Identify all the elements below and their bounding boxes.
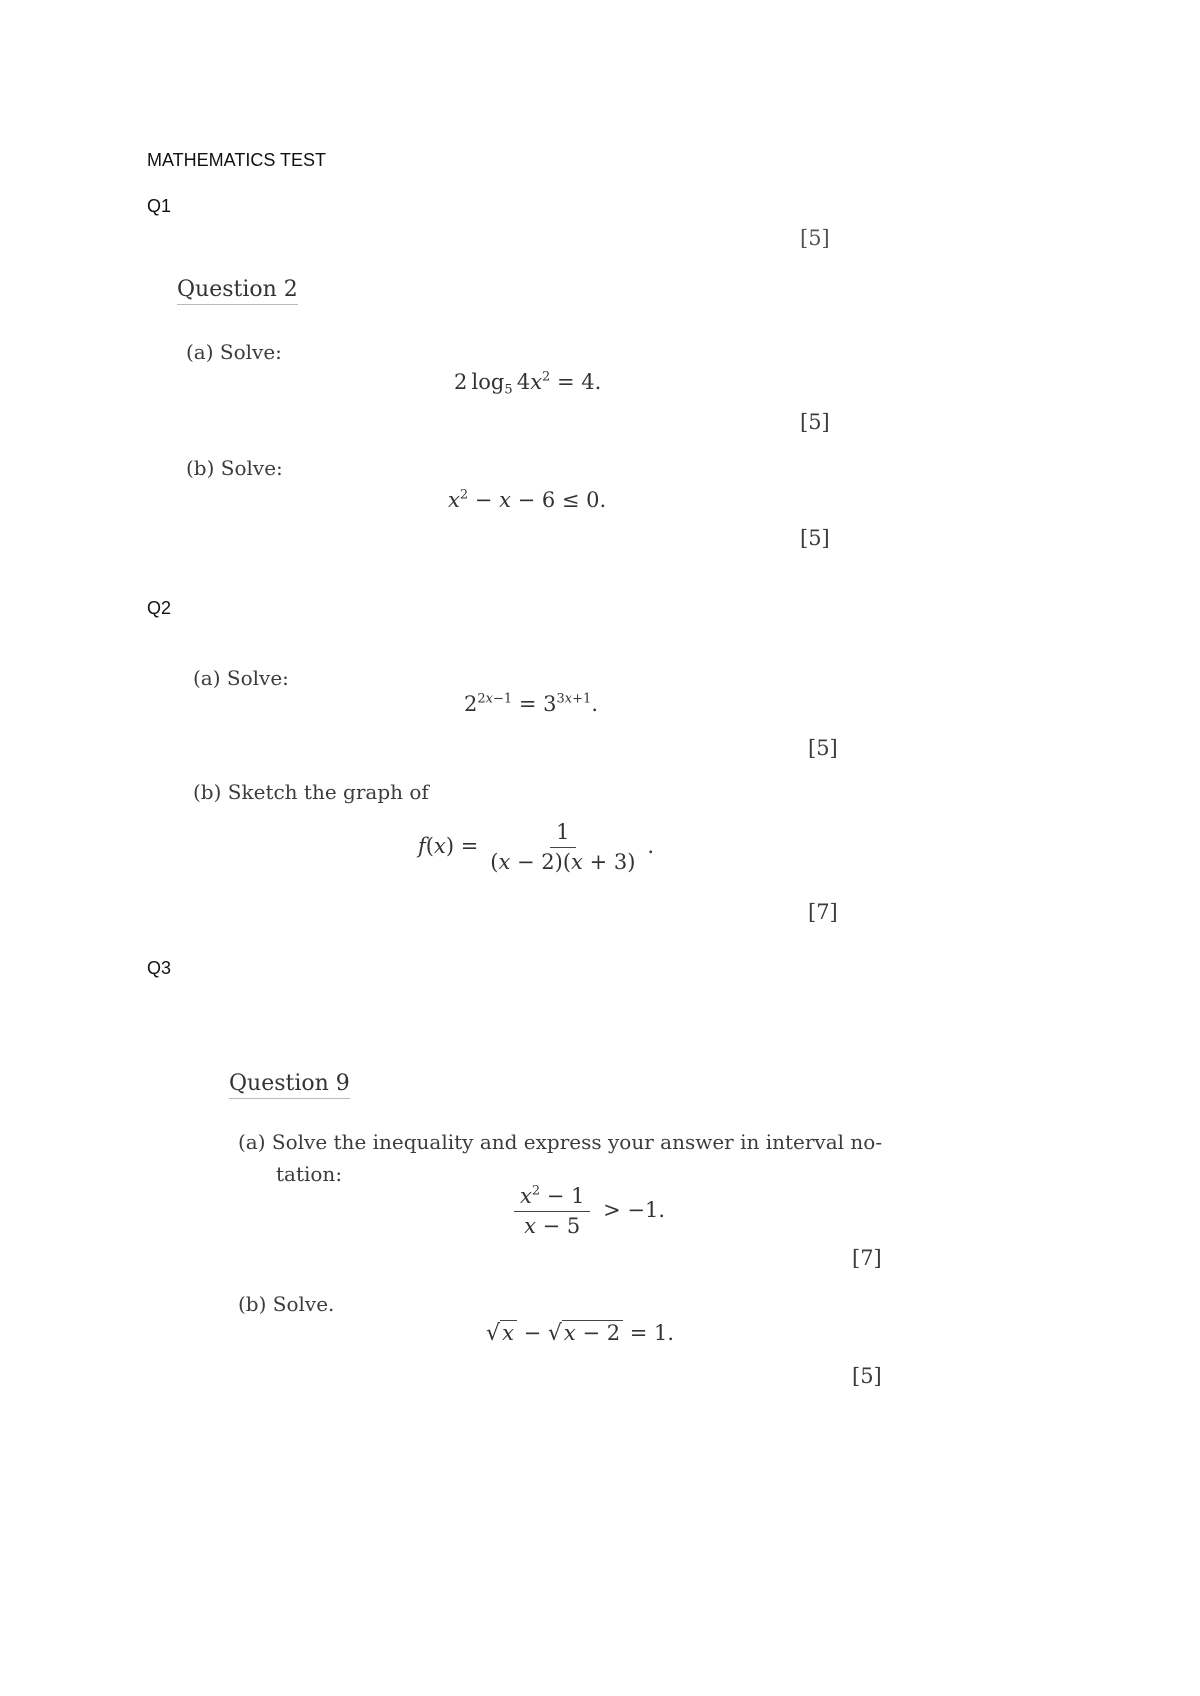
part-b-label: (b) Solve. [238, 1292, 335, 1316]
equation-radical: √ x − √ x − 2 = 1. [486, 1321, 675, 1347]
document-title: MATHEMATICS TEST [147, 150, 327, 170]
section-label-q1: Q1 [147, 196, 172, 216]
mark-q2-a: [5] [808, 736, 838, 760]
equation-log: 2 $\log_5 4x^2 = 4$. [454, 369, 602, 398]
part-b-label: (b) Sketch the graph of [193, 780, 429, 804]
equation-function: f(x) = $\frac{1}{(x - 2)(x + 3)}$ . [418, 820, 655, 875]
equation-exponential: $2^{2x-1} = 3^{3x+1}$. [464, 691, 598, 716]
section-label-q2: Q2 [147, 598, 172, 618]
mark-q2-b: [7] [808, 900, 838, 924]
part-a-prompt-continued: tation: [276, 1162, 343, 1186]
part-a-label: (a) Solve: [193, 666, 289, 690]
mark-q1-b: [5] [800, 526, 830, 550]
part-a-label: (a) Solve the inequality and express your answer in interval no- [238, 1130, 883, 1154]
mark-q3-a: [7] [852, 1246, 882, 1270]
mark-q1-a: [5] [800, 410, 830, 434]
partial-mark: [5] [800, 226, 830, 250]
section-label-q3: Q3 [147, 958, 172, 978]
equation-rational-inequality: $\frac{x^2 - 1}{x - 5}$ > −1. [508, 1184, 665, 1239]
question-heading: Question 2 [177, 278, 298, 305]
part-b-label: (b) Solve: [186, 456, 283, 480]
equation-quadratic-inequality: $x^2 - x - 6 \le 0$. [448, 487, 607, 512]
question-heading: Question 9 [229, 1072, 350, 1099]
mark-q3-b: [5] [852, 1364, 882, 1388]
part-a-label: (a) Solve: [186, 340, 282, 364]
